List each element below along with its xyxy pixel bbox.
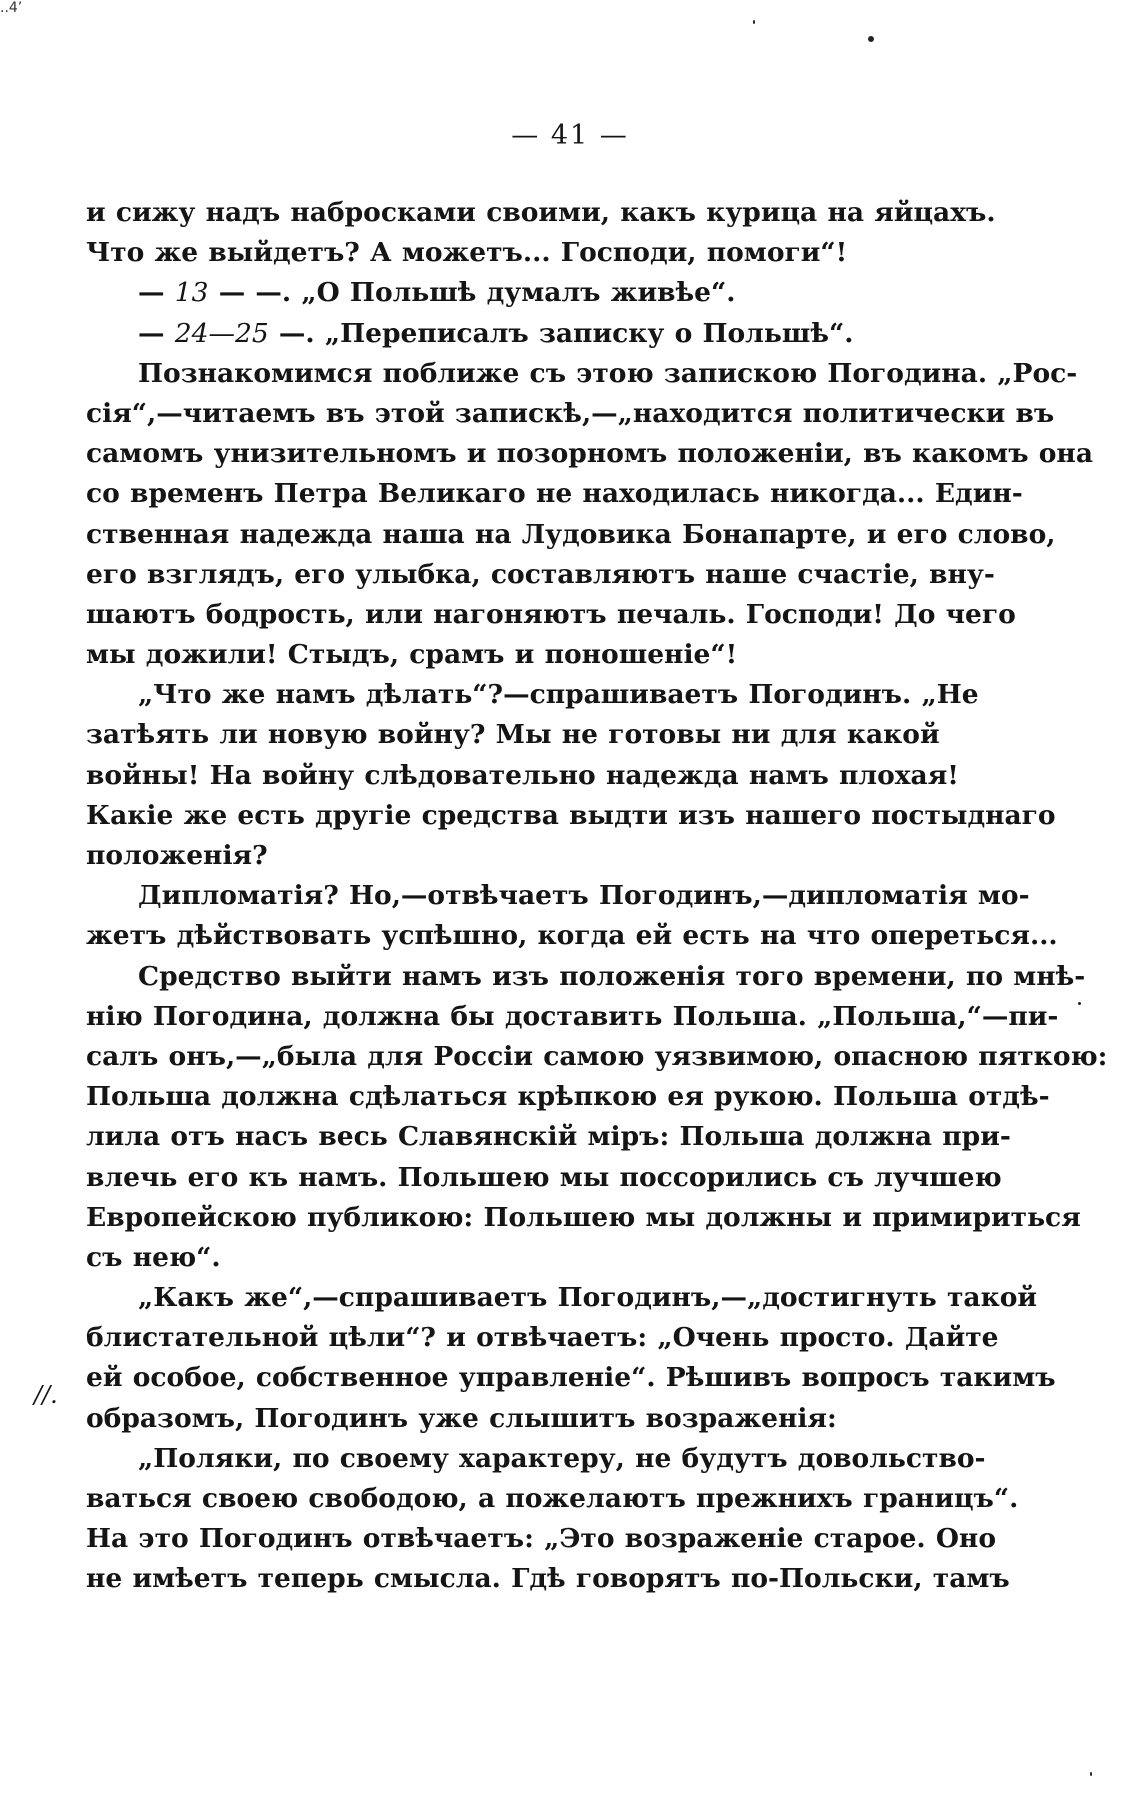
text-line: Европейскою публикою: Польшею мы должны и примириться	[86, 1201, 1081, 1233]
text-line: нію Погодина, должна бы доставить Польша. „Польша,“—пи-	[86, 1000, 1059, 1032]
text-line: — 13 — —. „О Польшѣ думалъ живѣе“.	[138, 277, 736, 309]
text-line: ей особое, собственное управленіе“. Рѣшивъ вопросъ такимъ	[86, 1362, 1056, 1394]
text-line: со временъ Петра Великаго не находилась никогда... Един-	[86, 478, 1023, 510]
text-line: Что же выйдетъ? А можетъ... Господи, помоги“!	[86, 237, 848, 269]
text-line: сія“,—читаемъ въ этой запискѣ,—„находится политически въ	[86, 397, 1055, 429]
text-line: войны! На войну слѣдовательно надежда намъ плохая!	[86, 759, 959, 791]
ink-speck	[1090, 1772, 1092, 1776]
text-line: „Что же намъ дѣлать“?—спрашиваетъ Погодинъ. „Не	[138, 679, 979, 711]
text-line: влечь его къ намъ. Польшею мы поссорились съ лучшею	[86, 1161, 1002, 1193]
body-text	[86, 193, 1108, 1600]
text-line: и сижу надъ набросками своими, какъ курица на яйцахъ.	[86, 197, 996, 228]
ink-speck	[753, 20, 755, 24]
text-line: Средство выйти намъ изъ положенія того времени, по мнѣ-	[138, 960, 1086, 992]
text-line: не имѣетъ теперь смысла. Гдѣ говорятъ по-Польски, тамъ	[86, 1563, 1010, 1595]
text-line: Познакомимся поближе съ этою запискою Погодина. „Рос-	[138, 357, 1078, 389]
text-line: „Какъ же“,—спрашиваетъ Погодинъ,—„достигнуть такой	[138, 1282, 1038, 1314]
ink-speck	[1078, 1002, 1081, 1005]
date-number: 13	[174, 277, 209, 309]
text-line: положенія?	[86, 840, 268, 871]
date-number: 24—25	[174, 317, 269, 349]
text-line: ваться своею свободою, а пожелаютъ прежнихъ границъ“.	[86, 1483, 1019, 1514]
text-line: Какіе же есть другіе средства выдти изъ нашего постыднаго	[86, 799, 1056, 831]
page-number: — 41 —	[511, 120, 629, 151]
text-line: Польша должна сдѣлаться крѣпкою ея рукою. Польша отдѣ-	[86, 1081, 1050, 1113]
text-line: его взглядъ, его улыбка, составляютъ наше счастіе, вну-	[86, 558, 995, 590]
text-line: — 24—25 —. „Переписалъ записку о Польшѣ“.	[138, 317, 854, 349]
text-line: блистательной цѣли“? и отвѣчаетъ: „Очень просто. Дайте	[86, 1322, 999, 1354]
text-line: салъ онъ,—„была для Россіи самою уязвимою, опасною пяткою:	[86, 1040, 1108, 1072]
text-line: На это Погодинъ отвѣчаетъ: „Это возраженіе старое. Оно	[86, 1523, 997, 1555]
text-line: жетъ дѣйствовать успѣшно, когда ей есть на что опереться...	[86, 920, 1058, 952]
text-line: лила отъ насъ весь Славянскій міръ: Польша должна при-	[86, 1121, 1011, 1153]
corner-mark: ..4’	[0, 0, 23, 16]
text-line: шаютъ бодрость, или нагоняютъ печаль. Господи! До чего	[86, 598, 1016, 630]
text-line: самомъ унизительномъ и позорномъ положеніи, въ какомъ она	[86, 438, 1093, 470]
text-line: „Поляки, по своему характеру, не будутъ довольство-	[138, 1442, 986, 1474]
ink-speck	[868, 36, 874, 42]
text-line: затѣять ли новую войну? Мы не готовы ни для какой	[86, 719, 940, 751]
text-line: мы дожили! Стыдъ, срамъ и поношеніе“!	[86, 639, 738, 671]
text-line: съ нею“.	[86, 1241, 221, 1273]
margin-mark: //.	[34, 1381, 58, 1409]
text-line: ственная надежда наша на Лудовика Бонапарте, и его слово,	[86, 518, 1056, 550]
text-line: образомъ, Погодинъ уже слышитъ возраженія:	[86, 1402, 837, 1434]
text-line: Дипломатія? Но,—отвѣчаетъ Погодинъ,—дипломатія мо-	[138, 880, 1030, 912]
